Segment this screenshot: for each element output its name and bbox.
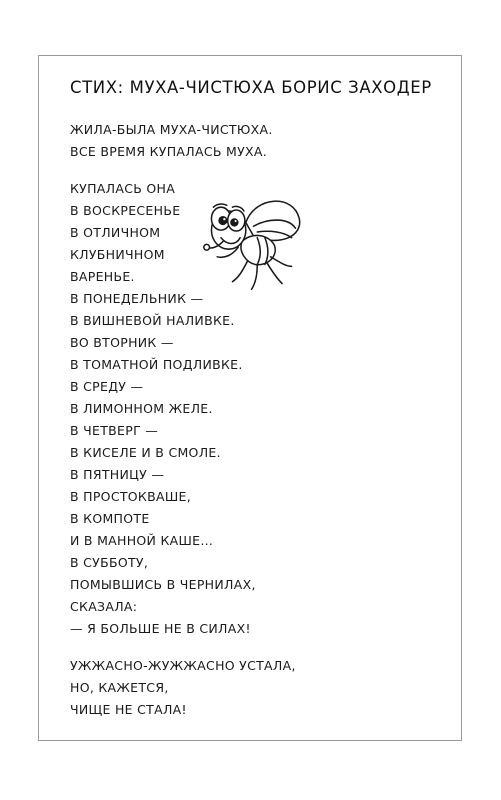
poem-line: В ВИШНЕВОЙ НАЛИВКЕ.: [70, 313, 235, 328]
poem-line: ВСЕ ВРЕМЯ КУПАЛАСЬ МУХА.: [70, 144, 267, 159]
poem-line: КУПАЛАСЬ ОНА: [70, 181, 176, 196]
poem-line: ПОМЫВШИСЬ В ЧЕРНИЛАХ,: [70, 577, 256, 592]
fly-icon: [200, 190, 305, 295]
poem-line: В ПРОСТОКВАШЕ,: [70, 489, 191, 504]
poem-line: В ОТЛИЧНОМ: [70, 225, 161, 240]
poem-line: В ВОСКРЕСЕНЬЕ: [70, 203, 181, 218]
poem-line: В ТОМАТНОЙ ПОДЛИВКЕ.: [70, 357, 243, 372]
poem-line: В ЧЕТВЕРГ —: [70, 423, 159, 438]
poem-line: ЧИЩЕ НЕ СТАЛА!: [70, 702, 187, 717]
poem-line: ЖИЛА-БЫЛА МУХА-ЧИСТЮХА.: [70, 122, 273, 137]
poem-line: В ПЯТНИЦУ —: [70, 467, 165, 482]
poem-line: В СРЕДУ —: [70, 379, 144, 394]
poem-line: В ПОНЕДЕЛЬНИК —: [70, 291, 204, 306]
poem-line: КЛУБНИЧНОМ: [70, 247, 165, 262]
poem-line: ВО ВТОРНИК —: [70, 335, 174, 350]
poem-line: СКАЗАЛА:: [70, 599, 138, 614]
poem-line: В СУББОТУ,: [70, 555, 149, 570]
poem-line: В ЛИМОННОМ ЖЕЛЕ.: [70, 401, 213, 416]
poem-line: В КИСЕЛЕ И В СМОЛЕ.: [70, 445, 221, 460]
poem-line: — Я БОЛЬШЕ НЕ В СИЛАХ!: [70, 621, 251, 636]
poem-line: НО, КАЖЕТСЯ,: [70, 680, 169, 695]
poem-line: И В МАННОЙ КАШЕ…: [70, 533, 214, 548]
stanza-1: [70, 119, 296, 163]
poem-line: ВАРЕНЬЕ.: [70, 269, 135, 284]
poem-line: В КОМПОТЕ: [70, 511, 150, 526]
poem-title: СТИХ: МУХА-ЧИСТЮХА БОРИС ЗАХОДЕР: [70, 78, 432, 97]
poem-line: УЖЖАСНО-ЖУЖЖАСНО УСТАЛА,: [70, 658, 296, 673]
stanza-3: [70, 655, 296, 721]
